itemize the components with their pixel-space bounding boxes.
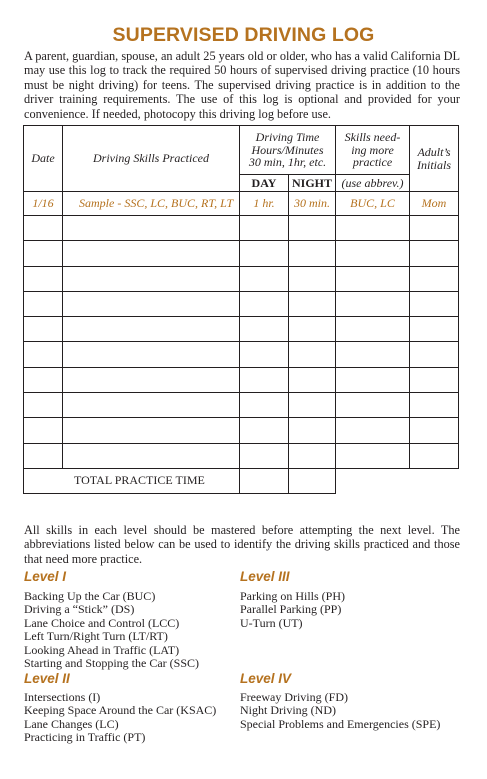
list-item: Backing Up the Car (BUC) xyxy=(24,589,156,603)
header-day: DAY xyxy=(240,175,289,192)
table-row xyxy=(24,443,459,468)
header-driving-time-line3: 30 min, 1hr, etc. xyxy=(248,155,327,170)
table-row xyxy=(24,367,459,392)
header-skills-need-line1: Skills need- xyxy=(344,130,401,145)
total-row xyxy=(24,468,459,493)
list-item: Driving a “Stick” (DS) xyxy=(24,602,135,617)
level-3-list xyxy=(240,590,345,630)
level-4-list xyxy=(240,691,440,731)
header-use-abbrev: (use abbrev.) xyxy=(336,175,410,192)
sample-skills: Sample - SSC, LC, BUC, RT, LT xyxy=(63,192,240,216)
skills-intro-paragraph: All skills in each level should be mastered before attempting the next level. The abbreviations listed below can be used to identify the driving skills practiced and those that need more practice. xyxy=(24,523,460,566)
header-driving-time-line1: Driving Time xyxy=(255,130,320,145)
list-item: Starting and Stopping the Car (SSC) xyxy=(24,656,199,671)
header-driving-time-line2: Hours/Minutes xyxy=(251,142,324,157)
total-day-cell xyxy=(240,468,289,493)
list-item: Keeping Space Around the Car (KSAC) xyxy=(24,703,217,718)
list-item: Looking Ahead in Traffic (LAT) xyxy=(24,642,180,657)
header-driving-time xyxy=(240,126,336,175)
header-initials xyxy=(410,126,459,192)
total-practice-time-label: TOTAL PRACTICE TIME xyxy=(24,468,240,493)
list-item: Left Turn/Right Turn (LT/RT) xyxy=(24,629,168,644)
driving-log-table xyxy=(23,125,459,494)
table-row xyxy=(24,342,459,367)
list-item: Parallel Parking (PP) xyxy=(240,602,342,617)
sample-needs: BUC, LC xyxy=(336,192,410,216)
intro-paragraph: A parent, guardian, spouse, an adult 25 years old or older, who has a valid California DL may use this log to track the required 50 hours of supervised driving practice (10 hours must be night driving) for teens. The supervised driving practice is in addition to the driver training requirements. The use of this log is optional and provided for your convenience. If needed, photocopy this driving log before use. xyxy=(24,49,460,121)
header-date: Date xyxy=(24,126,63,192)
level-4-heading: Level IV xyxy=(240,671,292,686)
table-row xyxy=(24,291,459,316)
level-3-heading: Level III xyxy=(240,569,290,584)
table-row xyxy=(24,241,459,266)
table-row xyxy=(24,393,459,418)
level-1-heading: Level I xyxy=(24,569,67,584)
table-row xyxy=(24,216,459,241)
list-item: Night Driving (ND) xyxy=(240,703,336,718)
total-night-cell xyxy=(289,468,336,493)
sample-row xyxy=(24,192,459,216)
header-initials-line2: Initials xyxy=(416,157,451,172)
page-title: SUPERVISED DRIVING LOG xyxy=(112,24,375,46)
list-item: Practicing in Traffic (PT) xyxy=(24,730,146,745)
level-2-heading: Level II xyxy=(24,671,70,686)
sample-date: 1/16 xyxy=(24,192,63,216)
list-item: Lane Changes (LC) xyxy=(24,716,119,731)
table-row xyxy=(24,266,459,291)
list-item: Parking on Hills (PH) xyxy=(240,589,345,603)
list-item: Special Problems and Emergencies (SPE) xyxy=(240,716,441,731)
header-skills-need-line3: practice xyxy=(352,155,393,170)
header-skills-practiced: Driving Skills Practiced xyxy=(63,126,240,192)
sample-night: 30 min. xyxy=(289,192,336,216)
sample-initials: Mom xyxy=(410,192,459,216)
table-header-row xyxy=(24,126,459,175)
level-1-list xyxy=(24,590,199,670)
table-row xyxy=(24,418,459,443)
header-night: NIGHT xyxy=(289,175,336,192)
header-initials-line1: Adult’s xyxy=(417,145,451,159)
list-item: Lane Choice and Control (LCC) xyxy=(24,615,180,630)
list-item: Intersections (I) xyxy=(24,690,101,704)
table-row xyxy=(24,317,459,342)
header-skills-need-line2: ing more xyxy=(351,142,394,157)
header-skills-need xyxy=(336,126,410,175)
sample-day: 1 hr. xyxy=(240,192,289,216)
list-item: Freeway Driving (FD) xyxy=(240,690,348,704)
list-item: U-Turn (UT) xyxy=(240,615,303,630)
level-2-list xyxy=(24,691,216,745)
